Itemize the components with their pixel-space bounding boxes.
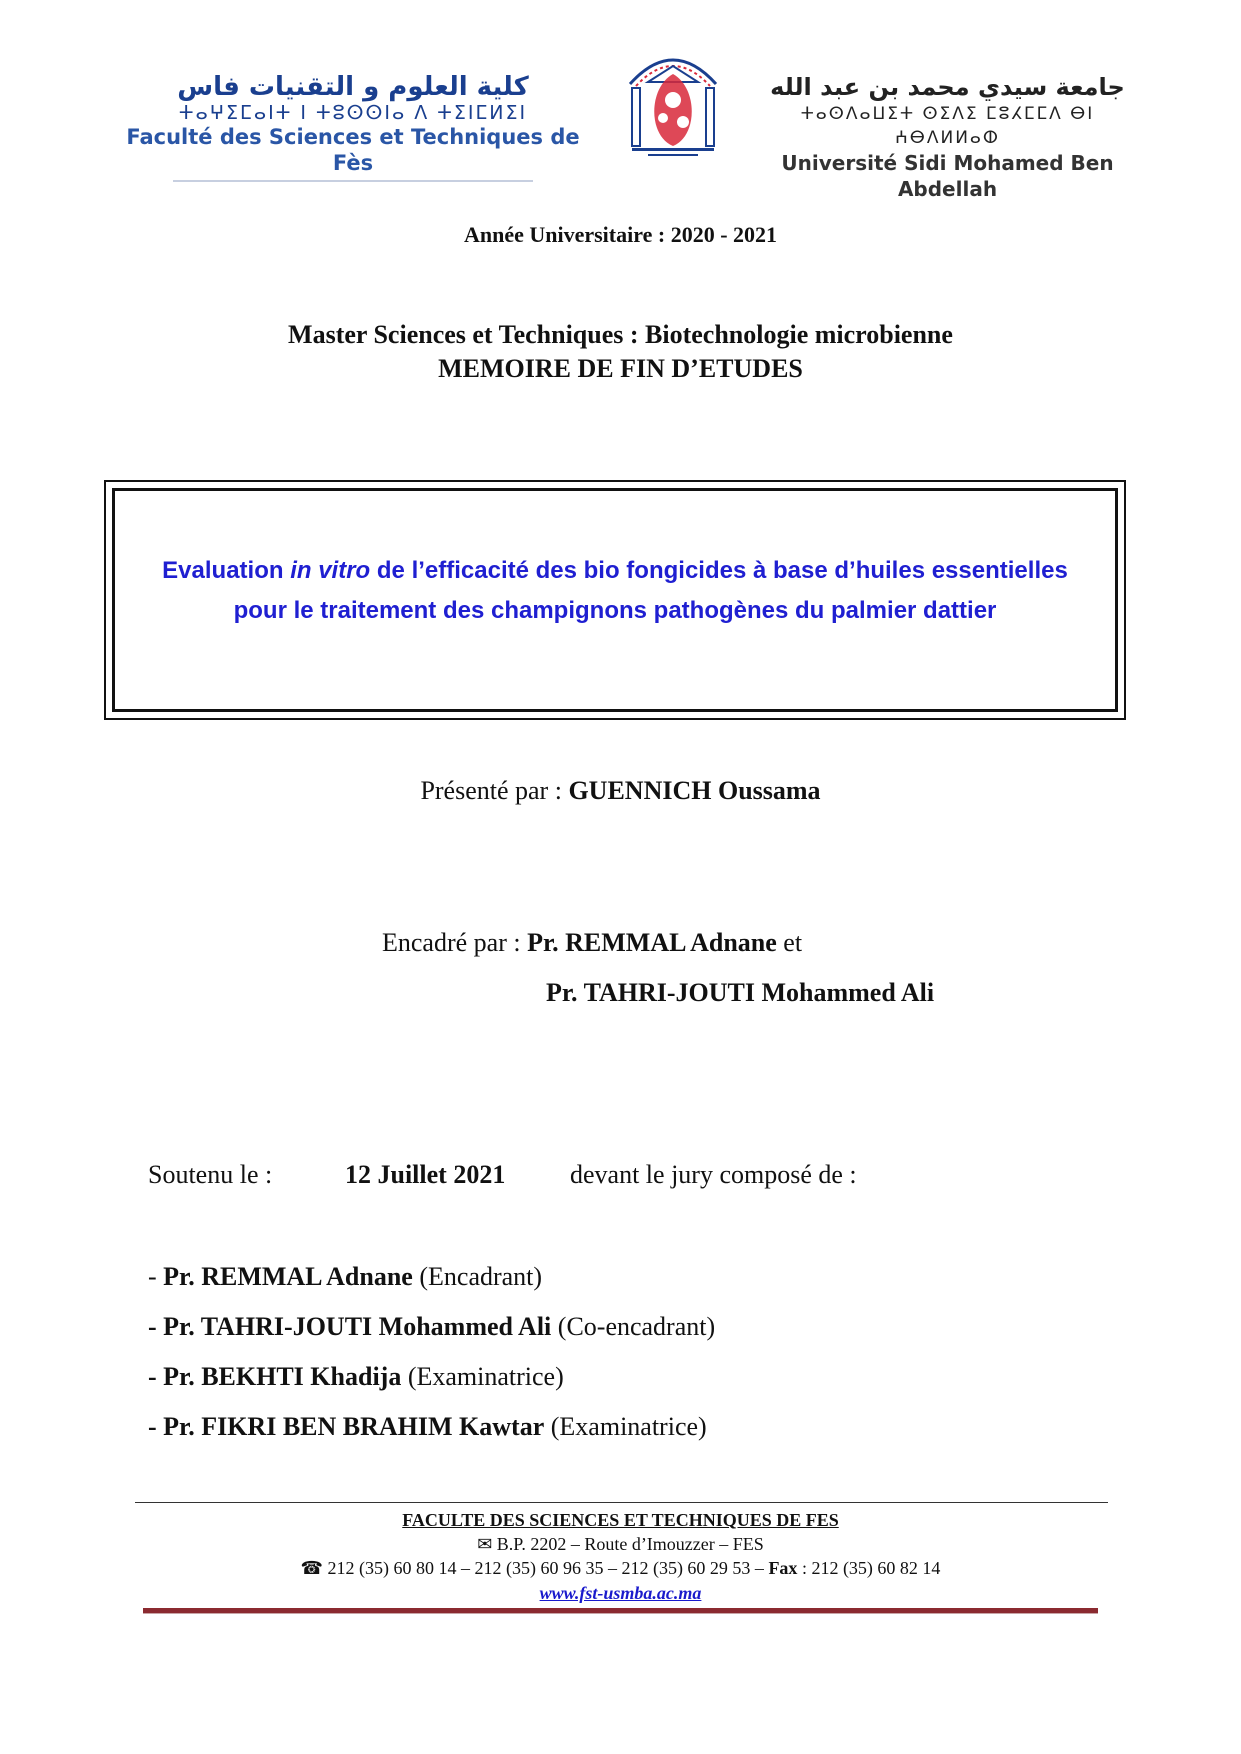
jury-member xyxy=(148,1352,715,1402)
thesis-title-box xyxy=(104,480,1126,720)
jury-member xyxy=(148,1302,715,1352)
faculty-logo xyxy=(118,72,588,175)
jury-bullet: - xyxy=(148,1312,164,1341)
jury-member-role: (Examinatrice) xyxy=(544,1412,707,1441)
supervisor-name-2: Pr. TAHRI-JOUTI Mohammed Ali xyxy=(546,978,935,1007)
university-logo xyxy=(745,72,1150,201)
jury-member-role: (Encadrant) xyxy=(412,1262,543,1291)
university-name-french: Université Sidi Mohamed Ben Abdellah xyxy=(781,151,1114,201)
footer-fax-value: : 212 (35) 60 82 14 xyxy=(797,1558,941,1578)
supervisor-name-1: Pr. REMMAL Adnane xyxy=(527,928,777,957)
university-name-tifinagh: ⵜⴰⵙⴷⴰⵡⵉⵜ ⵙⵉⴷⵉ ⵎⵓⵃⵎⵎⴷ ⴱⵏ ⵄⴱⴷⵍⵍⴰⵀ xyxy=(800,104,1095,148)
title-part2: de l’efficacité des bio fongicides à base d’huiles essentielles xyxy=(370,557,1068,584)
supervised-label: Encadré par : xyxy=(382,928,528,957)
memoire-label: MEMOIRE DE FIN D’ETUDES xyxy=(438,354,803,383)
title-italic: in vitro xyxy=(290,557,371,584)
emblem-icon xyxy=(618,42,728,162)
jury-bullet: - xyxy=(148,1412,164,1441)
jury-member xyxy=(148,1252,715,1302)
footer-institution: FACULTE DES SCIENCES ET TECHNIQUES DE FES xyxy=(402,1510,839,1530)
footer-phone-numbers: 212 (35) 60 80 14 – 212 (35) 60 96 35 – 212 (35) 60 29 53 – xyxy=(327,1558,769,1578)
defense-date: 12 Juillet 2021 xyxy=(345,1160,506,1189)
jury-member-name: Pr. REMMAL Adnane xyxy=(163,1262,413,1291)
faculty-name-french: Faculté des Sciences et Techniques de Fès xyxy=(126,125,580,175)
faculty-name-arabic: كلية العلوم و التقنيات فاس xyxy=(177,72,529,102)
thesis-title-frame xyxy=(112,488,1118,712)
footer-address xyxy=(0,1532,1241,1556)
footer-divider xyxy=(135,1502,1108,1503)
title-part1: Evaluation xyxy=(162,557,291,584)
mailbox-icon: ✉ xyxy=(477,1534,497,1554)
presented-label: Présenté par : xyxy=(420,776,569,805)
student-name: GUENNICH Oussama xyxy=(568,776,821,805)
program-heading xyxy=(0,318,1241,386)
defense-label: Soutenu le : xyxy=(148,1160,273,1189)
jury-member-role: (Co-encadrant) xyxy=(551,1312,716,1341)
thesis-title xyxy=(135,551,1095,631)
footer-fax-label: Fax xyxy=(768,1558,798,1578)
jury-list xyxy=(148,1252,715,1452)
supervised-by xyxy=(382,928,802,958)
jury-bullet: - xyxy=(148,1362,164,1391)
title-line2: pour le traitement des champignons pathogènes du palmier dattier xyxy=(233,597,997,624)
jury-member-name: Pr. BEKHTI Khadija xyxy=(163,1362,402,1391)
jury-intro: devant le jury composé de : xyxy=(570,1160,857,1189)
footer-bar xyxy=(143,1608,1098,1614)
university-emblem xyxy=(618,42,728,162)
master-label: Master Sciences et Techniques : Biotechnologie microbienne xyxy=(288,320,953,349)
academic-year: Année Universitaire : 2020 - 2021 xyxy=(463,222,778,247)
university-name-arabic: جامعة سيدي محمد بن عبد الله xyxy=(770,73,1125,101)
jury-member-role: (Examinatrice) xyxy=(401,1362,564,1391)
footer-phones xyxy=(0,1556,1241,1580)
presented-by xyxy=(0,776,1241,806)
jury-bullet: - xyxy=(148,1262,164,1291)
footer-address-text: B.P. 2202 – Route d’Imouzzer – FES xyxy=(496,1534,764,1554)
supervisor-connector: et xyxy=(776,928,803,957)
faculty-logo-underline xyxy=(173,180,533,182)
jury-member-name: Pr. TAHRI-JOUTI Mohammed Ali xyxy=(163,1312,552,1341)
jury-member-name: Pr. FIKRI BEN BRAHIM Kawtar xyxy=(163,1412,545,1441)
faculty-name-tifinagh: ⵜⴰⵖⵉⵎⴰⵏⵜ ⵏ ⵜⵓⵙⵙⵏⴰ ⴷ ⵜⵉⵏⵎⵍⵉⵏ xyxy=(178,102,528,124)
footer-website-link[interactable]: www.fst-usmba.ac.ma xyxy=(539,1583,702,1603)
jury-member xyxy=(148,1402,715,1452)
phone-icon: ☎ xyxy=(300,1558,328,1578)
